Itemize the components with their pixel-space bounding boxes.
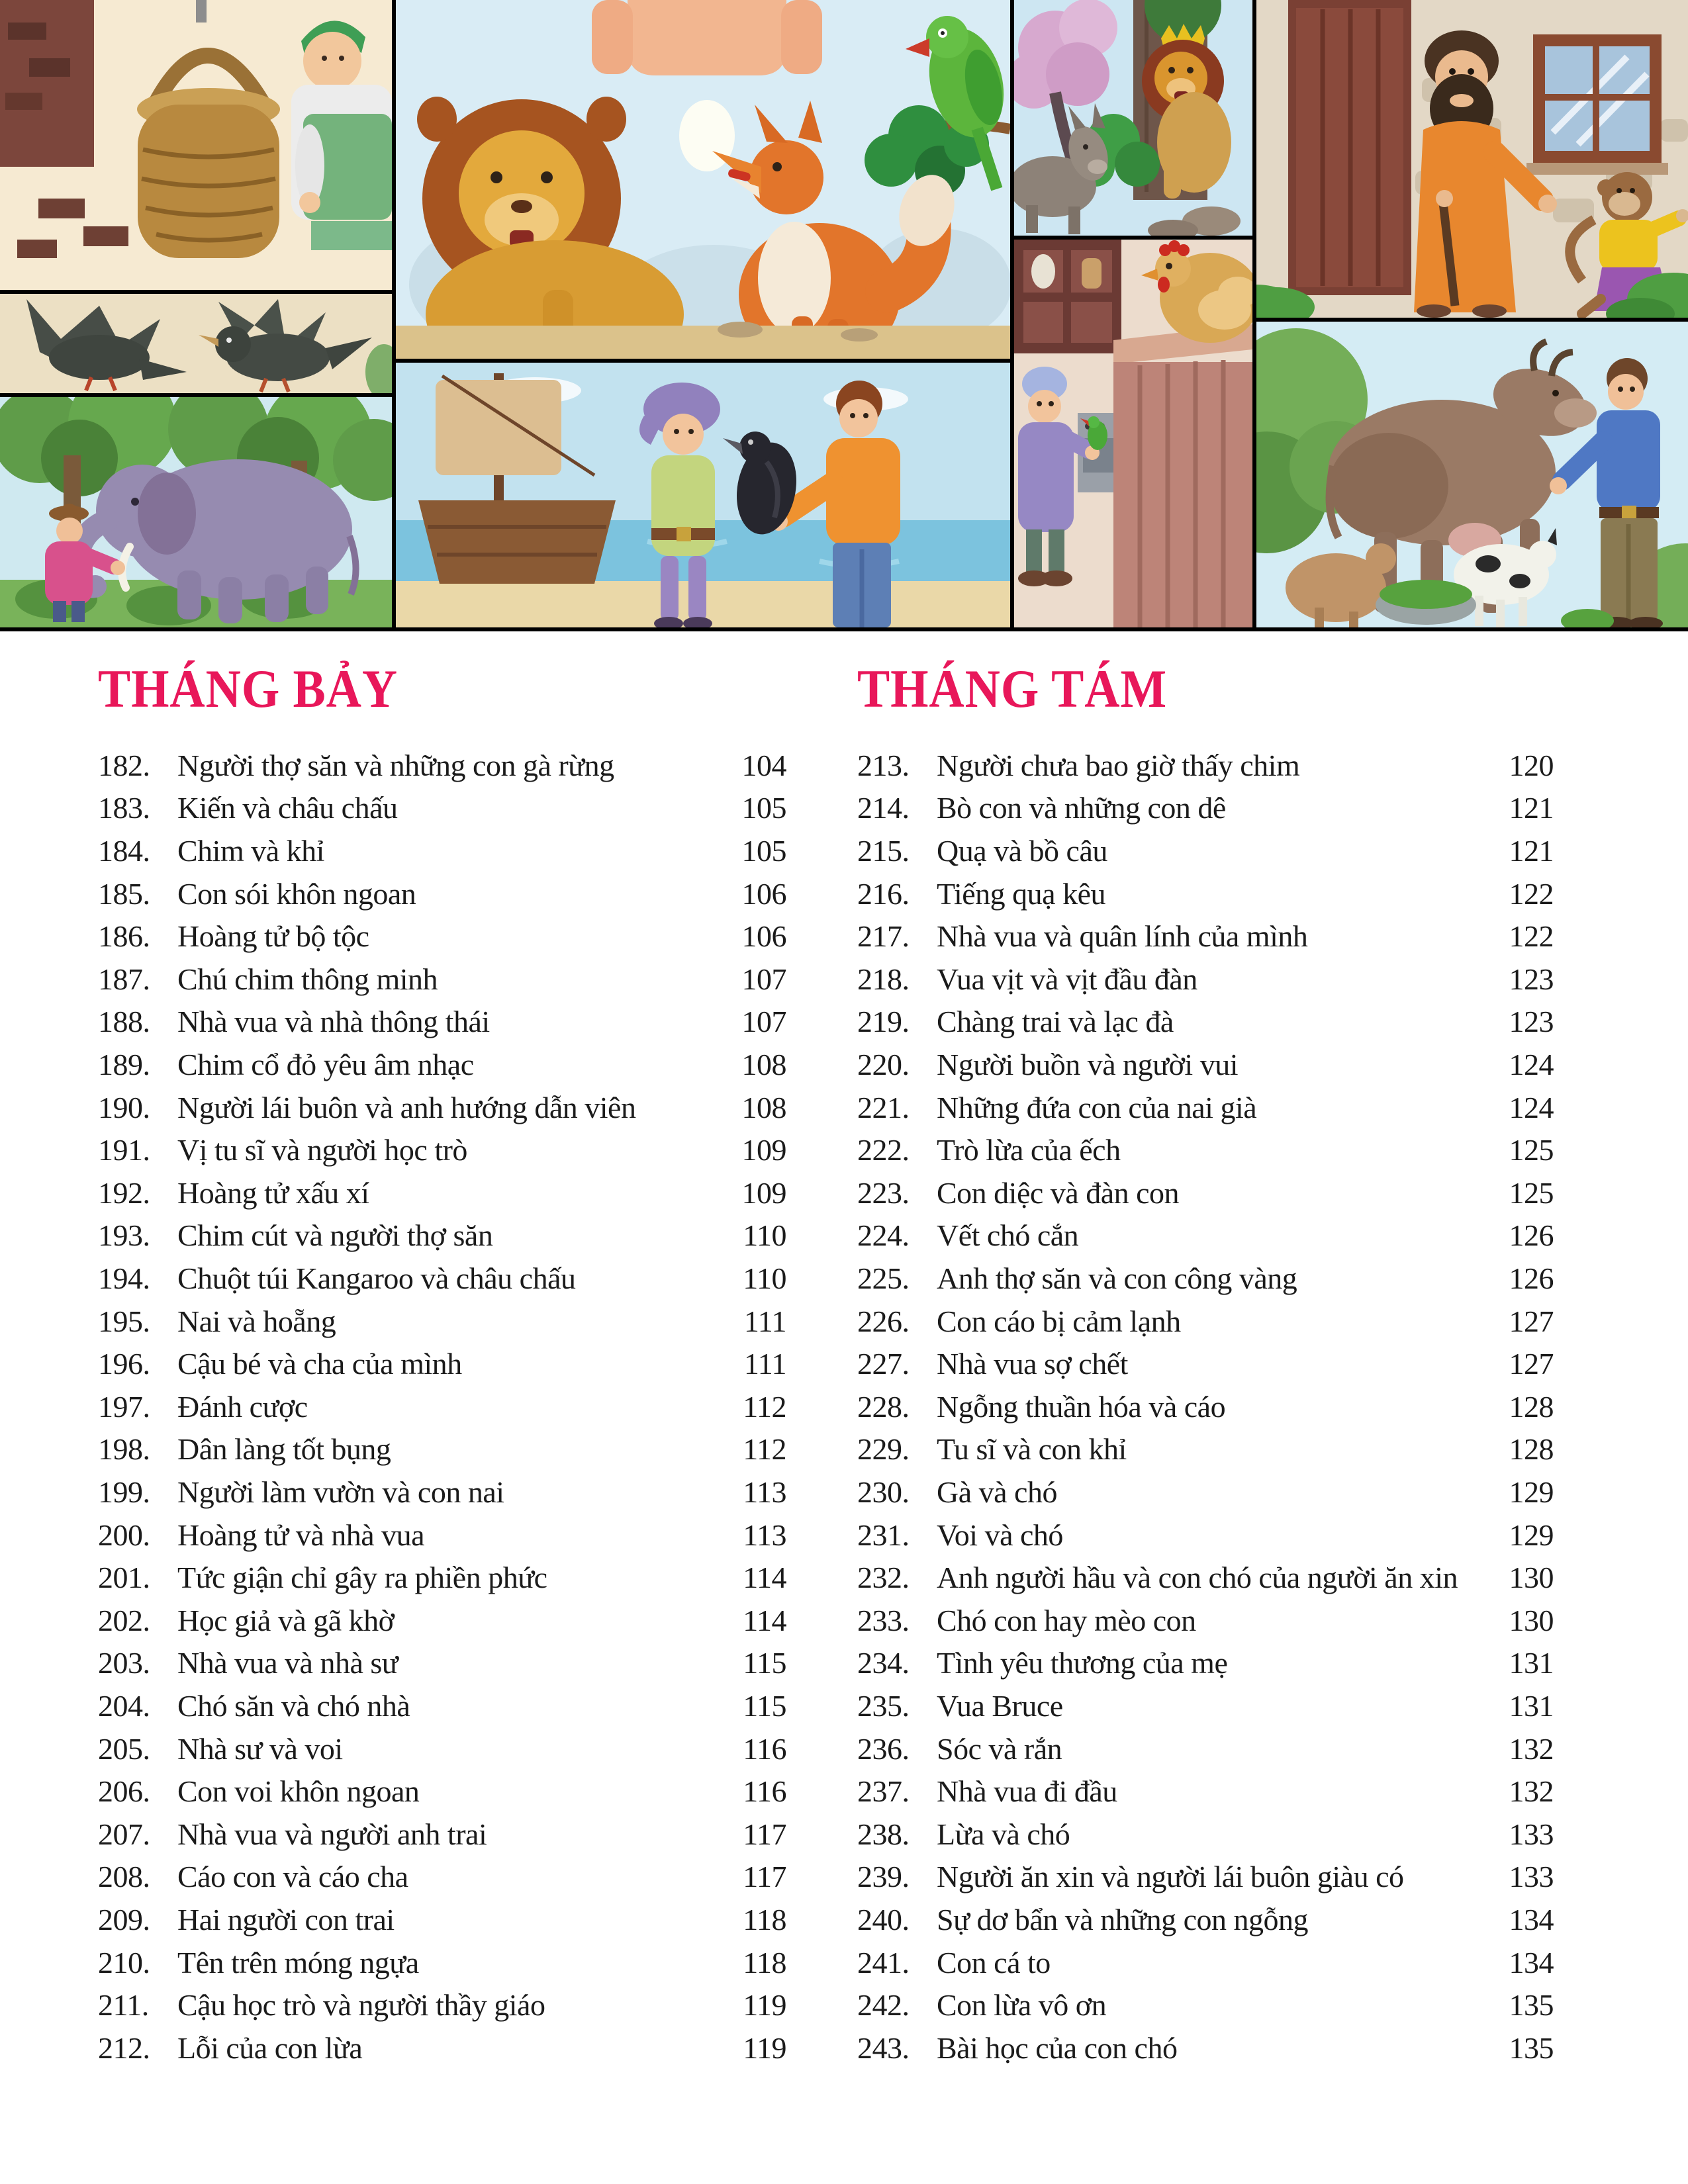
entry-number: 228. xyxy=(857,1389,910,1424)
entry-number: 206. xyxy=(98,1774,150,1809)
entry-number: 209. xyxy=(98,1902,150,1936)
entry-title: Cậu học trò và người thầy giáo xyxy=(177,1988,545,2023)
entry-title: Voi và chó xyxy=(937,1518,1063,1552)
toc-entry xyxy=(857,962,1554,1005)
toc-entry xyxy=(857,1218,1554,1261)
entry-title: Hoàng tử và nhà vua xyxy=(177,1518,425,1552)
toc-entry xyxy=(98,833,786,876)
entry-title: Chó săn và chó nhà xyxy=(177,1688,410,1723)
entry-page-number: 118 xyxy=(743,1902,786,1936)
entry-page-number: 112 xyxy=(743,1389,786,1424)
entry-title: Tình yêu thương của mẹ xyxy=(937,1646,1228,1680)
entry-number: 223. xyxy=(857,1175,910,1210)
entry-number: 222. xyxy=(857,1133,910,1167)
entry-number: 204. xyxy=(98,1688,150,1723)
entry-number: 234. xyxy=(857,1646,910,1680)
entry-page-number: 135 xyxy=(1509,1988,1554,2023)
entry-page-number: 113 xyxy=(743,1518,786,1552)
entry-page-number: 109 xyxy=(741,1175,786,1210)
entry-page-number: 131 xyxy=(1509,1646,1554,1680)
toc-entry xyxy=(98,1645,786,1688)
entry-title: Kiến và châu chấu xyxy=(177,791,398,825)
entry-title: Lừa và chó xyxy=(937,1817,1070,1851)
entry-number: 225. xyxy=(857,1261,910,1296)
entry-page-number: 108 xyxy=(741,1048,786,1082)
entry-title: Nhà vua sợ chết xyxy=(937,1347,1128,1381)
entry-page-number: 124 xyxy=(1509,1090,1554,1124)
illustration-hen-on-cupboard xyxy=(1014,240,1252,627)
entry-title: Bò con và những con dê xyxy=(937,791,1226,825)
entry-number: 189. xyxy=(98,1048,150,1082)
illustration-elephant-and-trainer xyxy=(0,397,392,627)
toc-entry xyxy=(98,876,786,919)
entry-title: Vua Bruce xyxy=(937,1688,1063,1723)
entry-page-number: 133 xyxy=(1509,1817,1554,1851)
entry-number: 193. xyxy=(98,1218,150,1253)
entry-page-number: 126 xyxy=(1509,1218,1554,1253)
toc-entry xyxy=(857,1902,1554,1945)
entry-page-number: 123 xyxy=(1509,1005,1554,1039)
entry-page-number: 122 xyxy=(1509,919,1554,954)
entry-title: Con cáo bị cảm lạnh xyxy=(937,1304,1181,1338)
toc-entry xyxy=(857,1645,1554,1688)
entry-page-number: 133 xyxy=(1509,1860,1554,1894)
entry-title: Nai và hoẵng xyxy=(177,1304,336,1338)
toc-entry xyxy=(98,1817,786,1860)
entry-page-number: 119 xyxy=(743,2030,786,2065)
entry-page-number: 117 xyxy=(743,1860,786,1894)
entry-title: Nhà vua và nhà thông thái xyxy=(177,1005,490,1039)
toc-entry xyxy=(857,2030,1554,2073)
entry-page-number: 108 xyxy=(741,1090,786,1124)
entry-page-number: 128 xyxy=(1509,1432,1554,1467)
entry-page-number: 129 xyxy=(1509,1475,1554,1509)
illustration-baker-and-basket xyxy=(0,0,392,290)
entry-page-number: 131 xyxy=(1509,1688,1554,1723)
toc-entry xyxy=(98,1560,786,1603)
entry-number: 221. xyxy=(857,1090,910,1124)
toc-entry xyxy=(857,1560,1554,1603)
toc-entry xyxy=(98,1047,786,1090)
entry-number: 240. xyxy=(857,1902,910,1936)
toc-entry xyxy=(98,1688,786,1731)
toc-entry xyxy=(857,1346,1554,1389)
entry-number: 211. xyxy=(98,1988,149,2023)
entry-page-number: 121 xyxy=(1509,791,1554,825)
entry-title: Người thợ săn và những con gà rừng xyxy=(177,748,614,782)
illustration-cow-goat-and-man xyxy=(1256,322,1688,627)
entry-page-number: 134 xyxy=(1509,1902,1554,1936)
entry-page-number: 111 xyxy=(743,1347,786,1381)
toc-entry xyxy=(857,1047,1554,1090)
toc-entry xyxy=(98,1603,786,1646)
toc-entry xyxy=(857,1261,1554,1304)
entry-number: 220. xyxy=(857,1048,910,1082)
entry-number: 191. xyxy=(98,1133,150,1167)
entry-title: Anh người hầu và con chó của người ăn xin xyxy=(937,1561,1458,1595)
month-header-august: THÁNG TÁM xyxy=(857,659,1168,719)
illustration-crowned-lion-and-donkey xyxy=(1014,0,1252,236)
entry-number: 196. xyxy=(98,1347,150,1381)
entry-page-number: 124 xyxy=(1509,1048,1554,1082)
entry-number: 214. xyxy=(857,791,910,825)
entry-page-number: 113 xyxy=(743,1475,786,1509)
entry-title: Cậu bé và cha của mình xyxy=(177,1347,462,1381)
toc-entry xyxy=(857,1132,1554,1175)
toc-entry xyxy=(98,1004,786,1047)
entry-page-number: 107 xyxy=(741,962,786,996)
entry-page-number: 132 xyxy=(1509,1731,1554,1766)
entry-page-number: 117 xyxy=(743,1817,786,1851)
entry-title: Người buồn và người vui xyxy=(937,1048,1238,1082)
entry-number: 208. xyxy=(98,1860,150,1894)
toc-entry xyxy=(857,876,1554,919)
toc-entry xyxy=(98,962,786,1005)
entry-page-number: 123 xyxy=(1509,962,1554,996)
entry-number: 229. xyxy=(857,1432,910,1467)
toc-entry xyxy=(857,1004,1554,1047)
toc-entries-july xyxy=(98,748,786,2073)
entry-page-number: 106 xyxy=(741,919,786,954)
entry-title: Vị tu sĩ và người học trò xyxy=(177,1133,467,1167)
entry-title: Anh thợ săn và con công vàng xyxy=(937,1261,1297,1296)
toc-entry xyxy=(857,1987,1554,2030)
toc-entry xyxy=(857,1688,1554,1731)
entry-number: 238. xyxy=(857,1817,910,1851)
entry-page-number: 110 xyxy=(743,1261,786,1296)
entry-title: Tiếng quạ kêu xyxy=(937,876,1106,911)
entry-title: Con voi khôn ngoan xyxy=(177,1774,420,1809)
entry-title: Vua vịt và vịt đầu đàn xyxy=(937,962,1197,996)
entry-title: Dân làng tốt bụng xyxy=(177,1432,391,1467)
entry-number: 200. xyxy=(98,1518,150,1552)
entry-page-number: 127 xyxy=(1509,1347,1554,1381)
toc-entry xyxy=(857,790,1554,833)
entry-number: 217. xyxy=(857,919,910,954)
entry-page-number: 119 xyxy=(743,1988,786,2023)
entry-title: Người ăn xin và người lái buôn giàu có xyxy=(937,1860,1404,1894)
entry-number: 224. xyxy=(857,1218,910,1253)
entry-number: 188. xyxy=(98,1005,150,1039)
toc-entry xyxy=(98,1518,786,1561)
entry-title: Hoàng tử bộ tộc xyxy=(177,919,369,954)
entry-page-number: 134 xyxy=(1509,1945,1554,1979)
entry-title: Tên trên móng ngựa xyxy=(177,1945,419,1979)
toc-entry xyxy=(98,790,786,833)
entry-number: 237. xyxy=(857,1774,910,1809)
toc-entry xyxy=(98,1304,786,1347)
toc-entry xyxy=(98,1261,786,1304)
entry-title: Nhà vua và nhà sư xyxy=(177,1646,399,1680)
entry-title: Những đứa con của nai già xyxy=(937,1090,1257,1124)
entry-page-number: 105 xyxy=(741,834,786,868)
entry-title: Chàng trai và lạc đà xyxy=(937,1005,1174,1039)
entry-number: 203. xyxy=(98,1646,150,1680)
entry-title: Người chưa bao giờ thấy chim xyxy=(937,748,1300,782)
entry-number: 235. xyxy=(857,1688,910,1723)
entry-number: 212. xyxy=(98,2030,150,2065)
toc-entry xyxy=(857,1945,1554,1988)
entry-number: 187. xyxy=(98,962,150,996)
entry-number: 195. xyxy=(98,1304,150,1338)
toc-entry xyxy=(98,1389,786,1432)
toc-entry xyxy=(857,1432,1554,1475)
entry-title: Chó con hay mèo con xyxy=(937,1603,1196,1637)
entry-page-number: 128 xyxy=(1509,1389,1554,1424)
entry-page-number: 130 xyxy=(1509,1603,1554,1637)
toc-entry xyxy=(98,1731,786,1774)
toc-entry xyxy=(98,1132,786,1175)
illustration-sage-and-monkey xyxy=(1256,0,1688,318)
entry-title: Con diệc và đàn con xyxy=(937,1175,1180,1210)
toc-entry xyxy=(857,1603,1554,1646)
entry-title: Vết chó cắn xyxy=(937,1218,1079,1253)
entry-number: 194. xyxy=(98,1261,150,1296)
entry-page-number: 125 xyxy=(1509,1133,1554,1167)
entry-number: 201. xyxy=(98,1561,150,1595)
toc-entry xyxy=(98,1902,786,1945)
toc-column-august xyxy=(857,659,1554,2073)
entry-page-number: 112 xyxy=(743,1432,786,1467)
entry-number: 232. xyxy=(857,1561,910,1595)
entry-page-number: 116 xyxy=(743,1774,786,1809)
entry-number: 241. xyxy=(857,1945,910,1979)
toc-entry xyxy=(857,1731,1554,1774)
toc-entry xyxy=(857,1774,1554,1817)
entry-page-number: 120 xyxy=(1509,748,1554,782)
entry-page-number: 111 xyxy=(743,1304,786,1338)
entry-title: Sóc và rắn xyxy=(937,1731,1062,1766)
toc-entry xyxy=(857,1475,1554,1518)
entry-title: Tu sĩ và con khỉ xyxy=(937,1432,1127,1467)
entry-page-number: 106 xyxy=(741,876,786,911)
entry-number: 226. xyxy=(857,1304,910,1338)
entry-title: Học giả và gã khờ xyxy=(177,1603,395,1637)
entry-number: 186. xyxy=(98,919,150,954)
toc-entries-august xyxy=(857,748,1554,2073)
entry-page-number: 121 xyxy=(1509,834,1554,868)
entry-number: 205. xyxy=(98,1731,150,1766)
entry-number: 198. xyxy=(98,1432,150,1467)
entry-title: Sự dơ bẩn và những con ngỗng xyxy=(937,1902,1309,1936)
story-illustration-collage xyxy=(0,0,1688,631)
toc-entry xyxy=(857,1090,1554,1133)
entry-number: 230. xyxy=(857,1475,910,1509)
entry-number: 227. xyxy=(857,1347,910,1381)
entry-title: Nhà vua và người anh trai xyxy=(177,1817,487,1851)
entry-title: Chuột túi Kangaroo và châu chấu xyxy=(177,1261,576,1296)
entry-page-number: 125 xyxy=(1509,1175,1554,1210)
entry-page-number: 118 xyxy=(743,1945,786,1979)
entry-page-number: 107 xyxy=(741,1005,786,1039)
entry-number: 215. xyxy=(857,834,910,868)
toc-entry xyxy=(98,1218,786,1261)
entry-page-number: 104 xyxy=(741,748,786,782)
entry-number: 185. xyxy=(98,876,150,911)
toc-entry xyxy=(857,1518,1554,1561)
entry-title: Nhà sư và voi xyxy=(177,1731,343,1766)
entry-number: 183. xyxy=(98,791,150,825)
entry-number: 199. xyxy=(98,1475,150,1509)
toc-entry xyxy=(857,833,1554,876)
entry-title: Người lái buôn và anh hướng dẫn viên xyxy=(177,1090,636,1124)
entry-number: 231. xyxy=(857,1518,910,1552)
entry-number: 210. xyxy=(98,1945,150,1979)
toc-entry xyxy=(98,1945,786,1988)
entry-number: 243. xyxy=(857,2030,910,2065)
entry-page-number: 110 xyxy=(743,1218,786,1253)
entry-page-number: 105 xyxy=(741,791,786,825)
toc-entry xyxy=(857,1175,1554,1218)
toc-entry xyxy=(98,748,786,791)
entry-number: 192. xyxy=(98,1175,150,1210)
entry-page-number: 129 xyxy=(1509,1518,1554,1552)
entry-number: 242. xyxy=(857,1988,910,2023)
toc-column-july xyxy=(98,659,786,2073)
toc-entry xyxy=(98,1859,786,1902)
entry-title: Con lừa vô ơn xyxy=(937,1988,1107,2023)
entry-number: 184. xyxy=(98,834,150,868)
entry-number: 190. xyxy=(98,1090,150,1124)
entry-number: 213. xyxy=(857,748,910,782)
entry-title: Chú chim thông minh xyxy=(177,962,438,996)
entry-title: Quạ và bồ câu xyxy=(937,834,1107,868)
entry-number: 218. xyxy=(857,962,910,996)
entry-page-number: 122 xyxy=(1509,876,1554,911)
toc-entry xyxy=(98,1175,786,1218)
entry-page-number: 126 xyxy=(1509,1261,1554,1296)
toc-entry xyxy=(98,1090,786,1133)
entry-title: Nhà vua và quân lính của mình xyxy=(937,919,1308,954)
entry-page-number: 116 xyxy=(743,1731,786,1766)
entry-number: 197. xyxy=(98,1389,150,1424)
entry-page-number: 135 xyxy=(1509,2030,1554,2065)
entry-page-number: 109 xyxy=(741,1133,786,1167)
toc-entry xyxy=(857,1817,1554,1860)
illustration-two-men-with-crow-and-ship xyxy=(396,363,1010,627)
month-header-july: THÁNG BẢY xyxy=(98,659,398,719)
entry-page-number: 115 xyxy=(743,1688,786,1723)
entry-title: Người làm vườn và con nai xyxy=(177,1475,504,1509)
toc-entry xyxy=(857,1859,1554,1902)
entry-number: 182. xyxy=(98,748,150,782)
toc-entry xyxy=(98,1432,786,1475)
toc-entry xyxy=(98,919,786,962)
entry-title: Hoàng tử xấu xí xyxy=(177,1175,369,1210)
entry-title: Đánh cược xyxy=(177,1389,308,1424)
entry-title: Trò lừa của ếch xyxy=(937,1133,1121,1167)
entry-number: 216. xyxy=(857,876,910,911)
entry-title: Con cá to xyxy=(937,1945,1051,1979)
toc-entry xyxy=(98,1346,786,1389)
entry-title: Lỗi của con lừa xyxy=(177,2030,363,2065)
entry-page-number: 132 xyxy=(1509,1774,1554,1809)
toc-entry xyxy=(857,919,1554,962)
entry-title: Ngỗng thuần hóa và cáo xyxy=(937,1389,1226,1424)
entry-title: Tức giận chỉ gây ra phiền phức xyxy=(177,1561,547,1595)
toc-entry xyxy=(857,748,1554,791)
entry-page-number: 115 xyxy=(743,1646,786,1680)
toc-entry xyxy=(98,2030,786,2073)
entry-title: Con sói khôn ngoan xyxy=(177,876,416,911)
entry-number: 239. xyxy=(857,1860,910,1894)
entry-page-number: 114 xyxy=(743,1561,786,1595)
entry-title: Chim cổ đỏ yêu âm nhạc xyxy=(177,1048,474,1082)
entry-title: Chim và khỉ xyxy=(177,834,324,868)
entry-title: Bài học của con chó xyxy=(937,2030,1178,2065)
toc-entry xyxy=(857,1304,1554,1347)
entry-title: Gà và chó xyxy=(937,1475,1057,1509)
entry-page-number: 130 xyxy=(1509,1561,1554,1595)
entry-title: Nhà vua đi đầu xyxy=(937,1774,1117,1809)
toc-entry xyxy=(98,1475,786,1518)
illustration-lion-fox-parrot xyxy=(396,0,1010,359)
entry-number: 236. xyxy=(857,1731,910,1766)
illustration-two-dark-birds xyxy=(0,294,392,393)
entry-number: 207. xyxy=(98,1817,150,1851)
toc-entry xyxy=(857,1389,1554,1432)
toc-entry xyxy=(98,1987,786,2030)
toc-entry xyxy=(98,1774,786,1817)
entry-number: 202. xyxy=(98,1603,150,1637)
entry-page-number: 114 xyxy=(743,1603,786,1637)
entry-number: 233. xyxy=(857,1603,910,1637)
entry-title: Cáo con và cáo cha xyxy=(177,1860,408,1894)
entry-title: Hai người con trai xyxy=(177,1902,395,1936)
entry-page-number: 127 xyxy=(1509,1304,1554,1338)
entry-title: Chim cút và người thợ săn xyxy=(177,1218,493,1253)
entry-number: 219. xyxy=(857,1005,910,1039)
